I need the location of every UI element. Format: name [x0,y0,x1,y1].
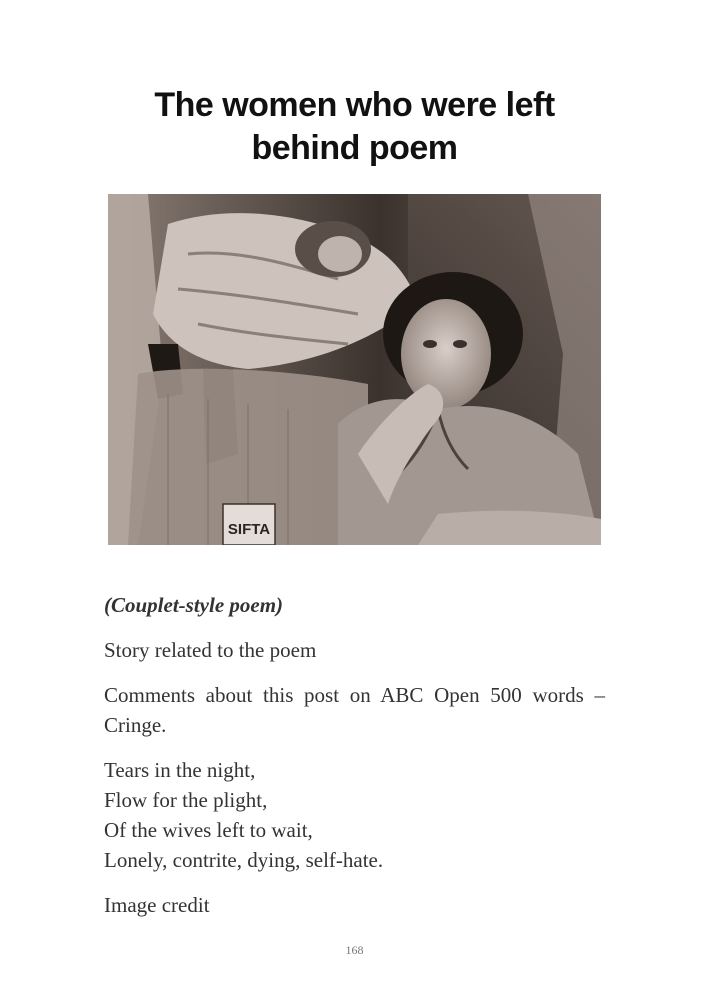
poem-line: Tears in the night, [104,758,256,782]
vintage-photo-woman-at-bedside [108,194,601,545]
page-title [100,84,609,170]
woman-face [401,299,491,409]
comments-link[interactable]: Comments about this post on ABC Open 500 words – Cringe. [104,683,605,737]
poem-line: Lonely, contrite, dying, self-hate. [104,848,384,872]
story-link[interactable]: Story related to the poem [104,638,317,662]
page-title-line-1: The women who were left [154,86,555,124]
page-title-line-2: behind poem [251,129,458,167]
article-body [104,590,605,935]
woman-forearm [418,511,601,545]
poem-line: Flow for the plight, [104,788,268,812]
poem-subtitle: (Couplet-style poem) [104,593,284,617]
poem-line: Of the wives left to wait, [104,818,313,842]
photo-illustration [108,194,601,545]
page-number: 168 [345,943,364,957]
poem [104,755,605,875]
image-credit-link[interactable]: Image credit [104,893,210,917]
sifta-box-label: SIFTA [227,521,271,538]
